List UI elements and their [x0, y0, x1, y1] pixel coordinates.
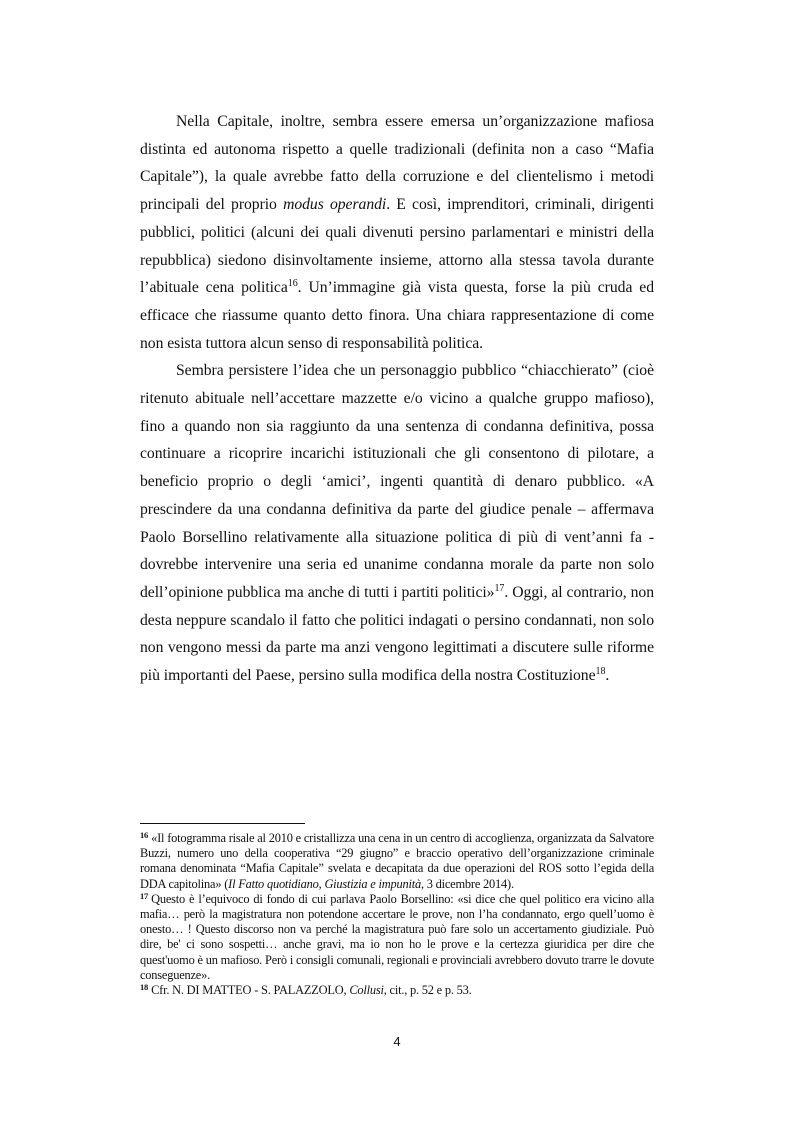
footnote-ref-18[interactable]: 18	[595, 666, 606, 678]
text-run-italic: Collusi	[349, 983, 384, 998]
text-run: . Oggi, al contrario, non desta neppure scandalo il fatto che politici indagati o persino condannati, non solo non vengono messi da parte ma anzi vengono legittimati a discutere sulle riforme più importanti del Paese, persino sulla modifica della nostra Costituzione	[140, 583, 654, 685]
text-run: Sembra persistere l’idea che un personaggio pubblico “chiacchierato” (cioè ritenuto abituale nell’accettare mazzette e/o vicino a qualche gruppo mafioso), fino a quando non sia raggiunto da una sentenza di condanna definitiva, possa continuare a ricoprire incarichi istituzionali che gli consentono di pilotare, a beneficio proprio o degli ‘amici’, ingenti quantità di denaro pubblico. «A prescindere da una condanna definitiva da parte del giudice penale – affermava Paolo Borsellino relativamente alla situazione politica di più di vent’anni fa - dovrebbe intervenire una seria ed unanime condanna morale da parte non solo dell’opinione pubblica ma anche di tutti i partiti politici»	[140, 362, 654, 601]
body-text	[140, 108, 654, 690]
footnote-number: 17	[140, 890, 149, 901]
footnote-number: 18	[140, 982, 149, 993]
footnote-ref-16[interactable]: 16	[287, 278, 298, 290]
text-run: Questo è l’equivoco di fondo di cui parlava Paolo Borsellino: «si dice che quel politico era vicino alla mafia… però la magistratura non potendone accertare le prove, non l’ha condannato, ergo quell’uomo è onesto… ! Questo discorso non va perché la magistratura può fare solo un accertamento giudiziale. Può dire, be' ci sono sospetti… anche gravi, ma io non ho le prove e la certezza giuridica per dire che quest'uomo è un mafioso. Però i consigli comunali, regionali e provinciali avrebbero dovuto trarre le dovute conseguenze».	[140, 891, 654, 982]
page-number: 4	[393, 1034, 401, 1049]
footnote-number: 16	[140, 830, 149, 840]
footnote-ref-17[interactable]: 17	[494, 582, 505, 594]
text-run: . E così, imprenditori, criminali, dirigenti pubblici, politici (alcuni dei quali divenuti persino parlamentari e ministri della repubblica) siedono disinvoltamente insieme, attorno alla stessa tavola durante l’abituale cena politica	[140, 196, 655, 297]
text-run: .	[605, 667, 610, 685]
text-run: Cfr. N. DI MATTEO - S. PALAZZOLO,	[151, 983, 350, 998]
footnote-separator	[140, 823, 305, 824]
text-run: «Il fotogramma risale al 2010 e cristallizza una cena in un centro di accoglienza, organizzata da Salvatore Buzzi, numero uno della cooperativa “29 giugno” e braccio operativo dell’organizzazione criminale romana denominata “Mafia Capitale” svelata e decapitata da due operazioni del ROS sotto l’egida della DDA capitolina» (	[140, 831, 654, 891]
text-run-italic: modus operandi	[283, 196, 387, 214]
footnotes	[140, 831, 654, 998]
text-run: , cit., p. 52 e p. 53.	[383, 983, 472, 998]
footnote-17	[140, 892, 654, 983]
footnote-18	[140, 983, 654, 998]
text-run-italic: Il Fatto quotidiano, Giustizia e impunità	[228, 876, 421, 891]
text-run: , 3 dicembre 2014).	[420, 876, 514, 891]
text-run: Nella Capitale, inoltre, sembra essere emersa un’organizzazione mafiosa distinta ed autonoma rispetto a quelle tradizionali (definita non a caso “Mafia Capitale”), la quale avrebbe fatto della corruzione e del clientelismo i metodi principali del proprio	[140, 113, 654, 214]
footnote-16	[140, 831, 654, 892]
text-run: . Un’immagine già vista questa, forse la più cruda ed efficace che riassume quanto detto finora. Una chiara rappresentazione di come non esista tuttora alcun senso di responsabilità politica.	[140, 279, 654, 352]
paragraph-1	[140, 108, 654, 357]
paragraph-2	[140, 357, 654, 689]
